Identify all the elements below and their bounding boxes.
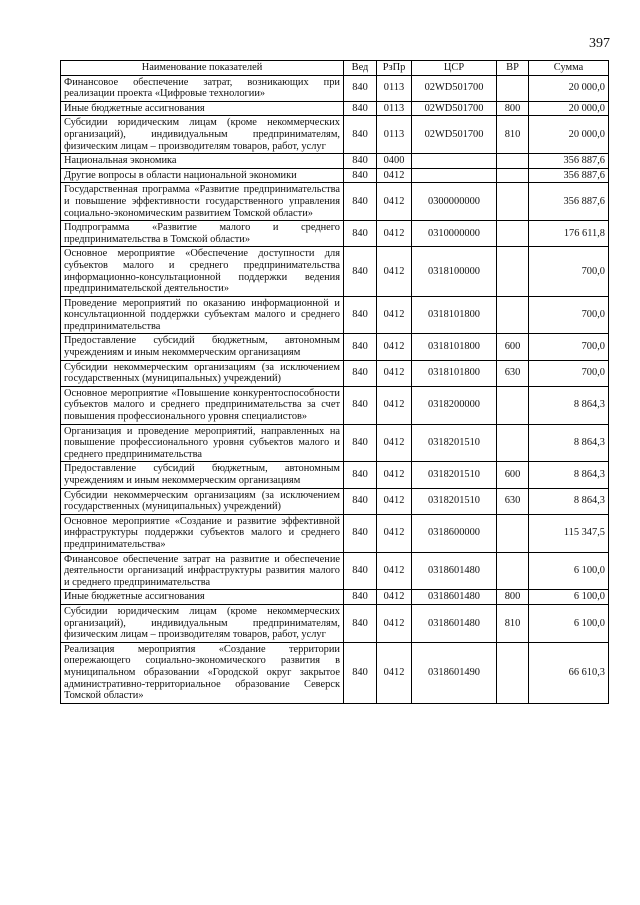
row-vr: 800: [497, 101, 529, 116]
table-row: [61, 116, 609, 154]
row-name: Финансовое обеспечение затрат, возникающих при реализации проекта «Цифровые технологии»: [61, 75, 344, 101]
row-rzpr: 0113: [377, 116, 412, 154]
table-row: [61, 247, 609, 296]
row-sum: 6 100,0: [529, 552, 609, 590]
row-csr: 02WD501700: [412, 101, 497, 116]
row-name: Основное мероприятие «Обеспечение доступности для субъектов малого и среднего предпринимательства информационно-консультационной поддержки ведения предпринимательской деятельности»: [61, 247, 344, 296]
row-csr: [412, 154, 497, 169]
row-ved: 840: [344, 116, 377, 154]
row-name: Иные бюджетные ассигнования: [61, 101, 344, 116]
row-sum: 20 000,0: [529, 116, 609, 154]
row-name: Предоставление субсидий бюджетным, автономным учреждениям и иным некоммерческим организациям: [61, 462, 344, 488]
header-sum: Сумма: [529, 61, 609, 76]
row-name: Субсидии юридическим лицам (кроме некоммерческих организаций), индивидуальным предпринимателям, физическим лицам – производителям товаров, работ, услуг: [61, 604, 344, 642]
row-rzpr: 0412: [377, 552, 412, 590]
row-csr: 02WD501700: [412, 75, 497, 101]
row-name: Основное мероприятие «Создание и развитие эффективной инфраструктуры поддержки субъектов малого и среднего предпринимательства»: [61, 514, 344, 552]
row-ved: 840: [344, 642, 377, 703]
table-row: [61, 590, 609, 605]
row-vr: 810: [497, 604, 529, 642]
row-ved: 840: [344, 296, 377, 334]
row-sum: 356 887,6: [529, 183, 609, 221]
row-ved: 840: [344, 221, 377, 247]
header-vr: ВР: [497, 61, 529, 76]
row-rzpr: 0412: [377, 334, 412, 360]
row-ved: 840: [344, 462, 377, 488]
row-ved: 840: [344, 360, 377, 386]
table-row: [61, 642, 609, 703]
row-vr: [497, 386, 529, 424]
row-rzpr: 0412: [377, 183, 412, 221]
row-csr: 0318601480: [412, 604, 497, 642]
table-row: [61, 75, 609, 101]
row-sum: 700,0: [529, 247, 609, 296]
row-sum: 20 000,0: [529, 75, 609, 101]
row-csr: 0318601480: [412, 552, 497, 590]
table-row: [61, 488, 609, 514]
table-row: [61, 154, 609, 169]
row-sum: 176 611,8: [529, 221, 609, 247]
row-rzpr: 0412: [377, 604, 412, 642]
row-ved: 840: [344, 590, 377, 605]
row-sum: 6 100,0: [529, 590, 609, 605]
row-vr: [497, 247, 529, 296]
row-ved: 840: [344, 75, 377, 101]
row-vr: [497, 424, 529, 462]
row-name: Финансовое обеспечение затрат на развитие и обеспечение деятельности организаций инфраструктуры развития малого и среднего предпринимательства: [61, 552, 344, 590]
row-ved: 840: [344, 168, 377, 183]
table-row: [61, 552, 609, 590]
row-vr: 630: [497, 360, 529, 386]
row-sum: 700,0: [529, 360, 609, 386]
table-row: [61, 462, 609, 488]
row-sum: 700,0: [529, 334, 609, 360]
row-csr: [412, 168, 497, 183]
header-name: Наименование показателей: [61, 61, 344, 76]
row-csr: 0310000000: [412, 221, 497, 247]
row-rzpr: 0412: [377, 590, 412, 605]
row-csr: 0300000000: [412, 183, 497, 221]
table-row: [61, 386, 609, 424]
row-vr: [497, 552, 529, 590]
table-row: [61, 221, 609, 247]
row-ved: 840: [344, 183, 377, 221]
row-ved: 840: [344, 247, 377, 296]
table-row: [61, 183, 609, 221]
row-rzpr: 0412: [377, 360, 412, 386]
row-vr: [497, 168, 529, 183]
row-csr: 0318600000: [412, 514, 497, 552]
row-rzpr: 0412: [377, 221, 412, 247]
row-vr: 810: [497, 116, 529, 154]
row-csr: 0318100000: [412, 247, 497, 296]
row-vr: [497, 154, 529, 169]
row-ved: 840: [344, 101, 377, 116]
row-rzpr: 0412: [377, 424, 412, 462]
row-sum: 700,0: [529, 296, 609, 334]
row-ved: 840: [344, 488, 377, 514]
row-rzpr: 0113: [377, 101, 412, 116]
row-ved: 840: [344, 154, 377, 169]
row-name: Основное мероприятие «Повышение конкурентоспособности субъектов малого и среднего предпринимательства за счет повышения профессионального уровня специалистов»: [61, 386, 344, 424]
row-csr: 0318101800: [412, 296, 497, 334]
row-csr: 0318201510: [412, 488, 497, 514]
header-rzpr: РзПр: [377, 61, 412, 76]
table-row: [61, 296, 609, 334]
row-csr: 0318200000: [412, 386, 497, 424]
header-csr: ЦСР: [412, 61, 497, 76]
row-vr: 630: [497, 488, 529, 514]
row-rzpr: 0412: [377, 168, 412, 183]
table-row: [61, 424, 609, 462]
row-vr: [497, 642, 529, 703]
row-sum: 8 864,3: [529, 462, 609, 488]
table-header: [61, 61, 609, 76]
row-csr: 02WD501700: [412, 116, 497, 154]
row-sum: 20 000,0: [529, 101, 609, 116]
budget-table: [60, 60, 609, 704]
row-rzpr: 0412: [377, 514, 412, 552]
row-vr: [497, 514, 529, 552]
row-name: Субсидии некоммерческим организациям (за исключением государственных (муниципальных) учреждений): [61, 360, 344, 386]
row-csr: 0318201510: [412, 424, 497, 462]
row-name: Другие вопросы в области национальной экономики: [61, 168, 344, 183]
row-rzpr: 0400: [377, 154, 412, 169]
row-sum: 8 864,3: [529, 424, 609, 462]
row-rzpr: 0412: [377, 462, 412, 488]
table-row: [61, 360, 609, 386]
row-csr: 0318101800: [412, 334, 497, 360]
row-name: Субсидии юридическим лицам (кроме некоммерческих организаций), индивидуальным предпринимателям, физическим лицам – производителям товаров, работ, услуг: [61, 116, 344, 154]
row-vr: 800: [497, 590, 529, 605]
table-row: [61, 101, 609, 116]
row-vr: [497, 221, 529, 247]
row-vr: [497, 183, 529, 221]
row-name: Проведение мероприятий по оказанию информационной и консультационной поддержки субъектам малого и среднего предпринимательства: [61, 296, 344, 334]
row-name: Национальная экономика: [61, 154, 344, 169]
row-name: Реализация мероприятия «Создание территории опережающего социально-экономического развития в муниципальном образовании «Городской округ закрытое административно-территориальное образование Северск Томской области»: [61, 642, 344, 703]
row-ved: 840: [344, 552, 377, 590]
row-vr: [497, 75, 529, 101]
row-csr: 0318201510: [412, 462, 497, 488]
table-row: [61, 168, 609, 183]
table-body: [61, 75, 609, 703]
row-rzpr: 0412: [377, 296, 412, 334]
row-rzpr: 0412: [377, 386, 412, 424]
row-ved: 840: [344, 514, 377, 552]
row-sum: 66 610,3: [529, 642, 609, 703]
row-csr: 0318601480: [412, 590, 497, 605]
row-ved: 840: [344, 386, 377, 424]
page-number: 397: [589, 36, 610, 51]
row-sum: 8 864,3: [529, 386, 609, 424]
row-sum: 6 100,0: [529, 604, 609, 642]
row-sum: 356 887,6: [529, 154, 609, 169]
row-vr: 600: [497, 334, 529, 360]
row-csr: 0318601490: [412, 642, 497, 703]
row-sum: 115 347,5: [529, 514, 609, 552]
table-row: [61, 514, 609, 552]
row-name: Государственная программа «Развитие предпринимательства и повышение эффективности государственного управления социально-экономическим развитием Томской области»: [61, 183, 344, 221]
row-rzpr: 0412: [377, 642, 412, 703]
row-vr: [497, 296, 529, 334]
row-rzpr: 0412: [377, 247, 412, 296]
table-row: [61, 334, 609, 360]
header-row: [61, 61, 609, 76]
row-csr: 0318101800: [412, 360, 497, 386]
row-rzpr: 0113: [377, 75, 412, 101]
row-rzpr: 0412: [377, 488, 412, 514]
row-sum: 8 864,3: [529, 488, 609, 514]
row-name: Иные бюджетные ассигнования: [61, 590, 344, 605]
row-ved: 840: [344, 424, 377, 462]
row-name: Субсидии некоммерческим организациям (за исключением государственных (муниципальных) учреждений): [61, 488, 344, 514]
header-ved: Вед: [344, 61, 377, 76]
row-ved: 840: [344, 334, 377, 360]
row-ved: 840: [344, 604, 377, 642]
row-name: Организация и проведение мероприятий, направленных на повышение профессионального уровня субъектов малого и среднего предпринимательства: [61, 424, 344, 462]
row-name: Предоставление субсидий бюджетным, автономным учреждениям и иным некоммерческим организациям: [61, 334, 344, 360]
row-vr: 600: [497, 462, 529, 488]
row-name: Подпрограмма «Развитие малого и среднего предпринимательства в Томской области»: [61, 221, 344, 247]
table-row: [61, 604, 609, 642]
row-sum: 356 887,6: [529, 168, 609, 183]
